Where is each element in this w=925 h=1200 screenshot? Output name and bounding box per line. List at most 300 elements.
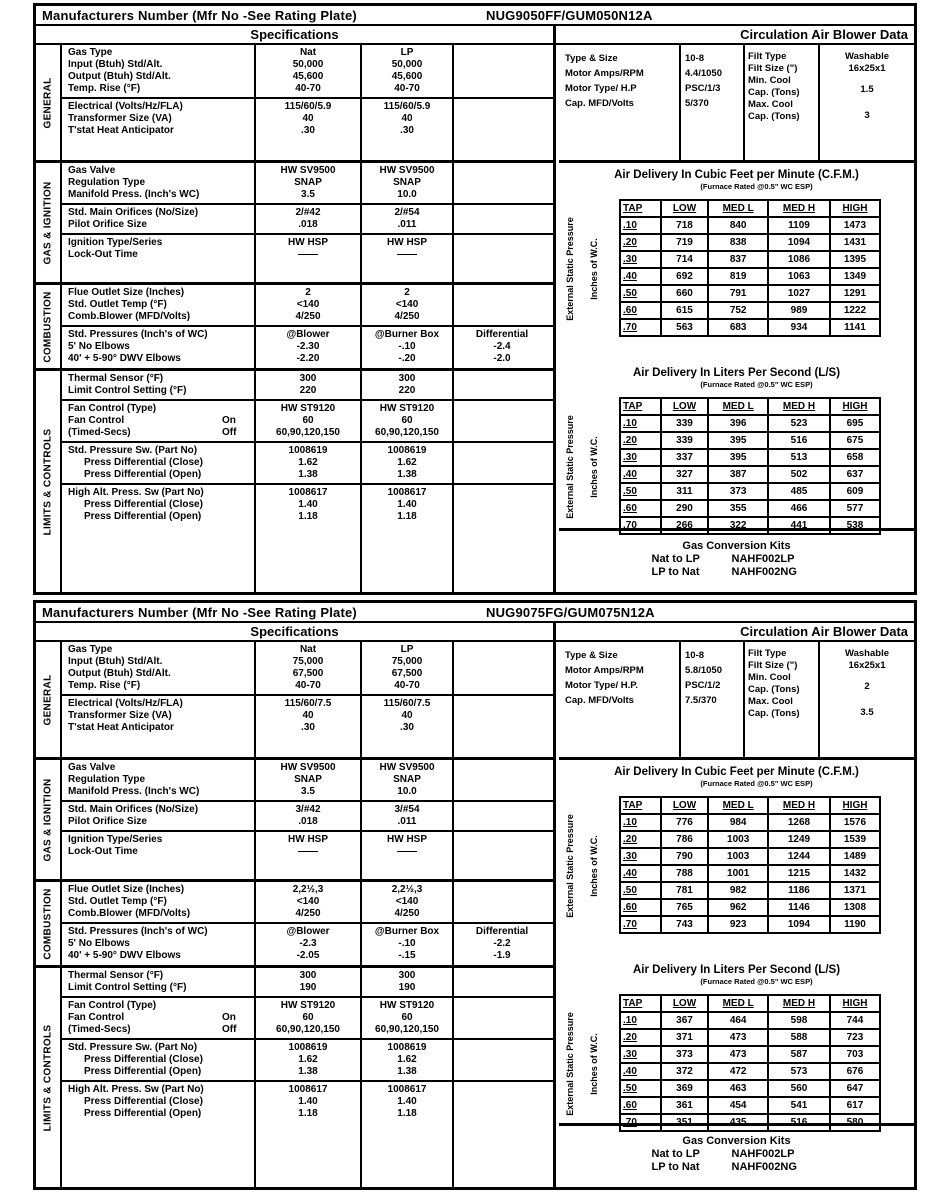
table-cell: 723 [830,1029,880,1046]
spec-label: T'stat Heat Anticipator [68,125,174,136]
blower-value: 5.8/1050 [685,665,722,676]
spec-label: Limit Control Setting (°F) [68,982,187,993]
spec-row [62,113,553,125]
table-cell: 387 [708,466,768,483]
filter-label: Cap. (Tons) [748,708,800,719]
spec-value-col1: -2.20 [296,353,320,364]
spec-value-col1: 4/250 [295,311,321,322]
spec-value-col1: 1.62 [298,457,318,468]
spec-value-col2: —— [397,846,417,857]
table-cell: .50 [620,882,661,899]
spec-value-col1: 50,000 [292,59,324,70]
axis-label-text: Inches of W.C. [589,834,599,897]
table-cell: 718 [661,217,708,234]
spec-label: 5' No Elbows [68,938,130,949]
spec-value-col1: 60,90,120,150 [276,1024,340,1035]
table-row [620,217,880,234]
spec-value-col2: 1.62 [397,1054,417,1065]
blower-label: Motor Amps/RPM [565,68,644,79]
cfm-table [619,199,881,337]
kit-part-number: NAHF002NG [731,566,797,578]
spec-group [62,443,553,485]
table-cell: .50 [620,483,661,500]
kit-row [559,553,914,566]
spec-row [62,83,553,95]
filter-value: 2 [864,681,870,692]
table-cell: 322 [708,517,768,534]
spec-value-col1: 60 [302,415,314,426]
spec-value-col2: 1.40 [397,1096,417,1107]
ls-title: Air Delivery In Liters Per Second (L/S) [632,964,841,976]
column-header: TAP [620,797,661,814]
kits-title: Gas Conversion Kits [682,1135,791,1147]
spec-row [62,950,553,962]
spec-label: Regulation Type [68,177,146,188]
axis-label [587,389,601,544]
spec-row [62,1012,553,1024]
spec-value-col1: HW HSP [288,834,328,845]
spec-value-col2: .011 [397,816,417,827]
spec-group [62,401,553,443]
spec-value-col1: Nat [299,644,317,655]
spec-value-col3: -1.9 [493,950,511,961]
spec-label: Std. Pressures (Inch's of WC) [68,926,208,937]
spec-row [62,445,553,457]
table-cell: 647 [830,1080,880,1097]
table-cell: 1432 [830,865,880,882]
table-cell: 1431 [830,234,880,251]
column-header: MED H [768,995,830,1012]
spec-sections [36,642,553,1187]
spec-row [62,177,553,189]
spec-section-general [36,642,553,760]
spec-label: Press Differential (Close) [84,1096,203,1107]
spec-label: Std. Outlet Temp (°F) [68,299,167,310]
spec-value-col1: 60,90,120,150 [276,427,340,438]
table-cell: 516 [768,1114,830,1131]
table-cell: .50 [620,1080,661,1097]
filter-value: 3 [864,110,870,121]
spec-row [62,896,553,908]
spec-group [62,99,553,160]
column-header: MED L [708,797,768,814]
spec-value-col2: HW SV9500 [379,762,435,773]
table-cell: 463 [708,1080,768,1097]
table-cell: 1086 [768,251,830,268]
spec-value-col1: HW ST9120 [280,1000,336,1011]
blower-label: Type & Size [565,650,618,661]
spec-value-col1: 190 [299,982,317,993]
column-header: TAP [620,995,661,1012]
spec-value-col1: SNAP [294,177,322,188]
table-cell: 373 [708,483,768,500]
table-row [620,916,880,933]
spec-value-col2: 115/60/7.5 [383,698,431,709]
axis-label [587,788,601,943]
spec-label: Comb.Blower (MFD/Volts) [68,311,191,322]
ls-table [619,397,881,535]
ls-subtitle: (Furnace Rated @0.5" WC ESP) [700,380,813,389]
table-cell: 339 [661,415,708,432]
spec-value-col1: 1.18 [298,511,318,522]
table-cell: 837 [708,251,768,268]
spec-value-col1: 40-70 [295,680,321,691]
spec-value-col1: SNAP [294,774,322,785]
filter-value: 16x25x1 [848,63,886,74]
blower-value: 10-8 [685,53,705,64]
column-header: MED L [708,200,768,217]
spec-value-col2: 1.18 [397,1108,417,1119]
section-groups [62,45,553,160]
column-header: MED L [708,398,768,415]
fan-on-off-label: On [222,1012,236,1023]
filter-label: Max. Cool [748,696,793,707]
spec-value-col2: LP [400,47,414,58]
spec-section-combustion [36,285,553,371]
axis-label-text: External Static Pressure [565,216,575,321]
filter-labels [745,45,820,160]
spec-group [62,371,553,401]
table-cell: 541 [768,1097,830,1114]
spec-value-col2: 220 [398,385,416,396]
table-cell: 266 [661,517,708,534]
table-row [620,882,880,899]
table-cell: .70 [620,517,661,534]
spec-value-col3: -2.0 [493,353,511,364]
filter-value: 16x25x1 [848,660,886,671]
table-cell: 598 [768,1012,830,1029]
spec-value-col2: .30 [400,722,414,733]
section-label [36,642,62,757]
spec-value-col2: 3/#54 [394,804,420,815]
table-cell: 441 [768,517,830,534]
kit-label: LP to Nat [651,1161,700,1173]
spec-group [62,882,553,924]
axis-label [563,986,577,1141]
spec-value-col1: 4/250 [295,908,321,919]
spec-label: Thermal Sensor (°F) [68,970,164,981]
fan-on-off-label: Off [222,1024,237,1035]
table-cell: 373 [661,1046,708,1063]
table-row [620,1097,880,1114]
spec-label: Fan Control (Type) [68,1000,157,1011]
table-row [620,234,880,251]
spec-value-col2: 2,2½,3 [391,884,423,895]
spec-value-col2: 40 [401,113,413,124]
ls-delivery [559,366,914,549]
kits-title: Gas Conversion Kits [682,540,791,552]
spec-row [62,786,553,798]
spec-row [62,982,553,994]
spec-value-col2: 4/250 [394,311,420,322]
column-header: HIGH [830,200,880,217]
ls-delivery [559,963,914,1146]
spec-label: Std. Pressures (Inch's of WC) [68,329,208,340]
spec-value-col1: 1.40 [298,499,318,510]
kit-part-number: NAHF002NG [731,1161,797,1173]
section-label [36,371,62,592]
blower-value: 7.5/370 [685,695,717,706]
table-cell: 290 [661,500,708,517]
table-cell: 502 [768,466,830,483]
table-cell: 609 [830,483,880,500]
spec-group [62,1082,553,1187]
spec-value-col2: -.20 [398,353,416,364]
spec-value-col2: SNAP [393,177,421,188]
spec-label: Gas Type [68,644,113,655]
ls-title: Air Delivery In Liters Per Second (L/S) [632,367,841,379]
column-header: HIGH [830,797,880,814]
spec-section-gas-ignition [36,163,553,285]
spec-value-col1: Nat [299,47,317,58]
spec-label: Limit Control Setting (°F) [68,385,187,396]
table-cell: .50 [620,285,661,302]
spec-label: Electrical (Volts/Hz/FLA) [68,101,183,112]
spec-label: Gas Valve [68,165,116,176]
section-label [36,760,62,879]
table-cell: 683 [708,319,768,336]
table-cell: 984 [708,814,768,831]
section-label [36,285,62,368]
table-cell: 351 [661,1114,708,1131]
column-header: MED H [768,398,830,415]
table-cell: 396 [708,415,768,432]
blower-label: Cap. MFD/Volts [565,98,634,109]
spec-label: Transformer Size (VA) [68,113,172,124]
table-cell: 311 [661,483,708,500]
spec-row [62,804,553,816]
spec-row [62,656,553,668]
section-groups [62,642,553,757]
blower-value: 4.4/1050 [685,68,722,79]
table-cell: 355 [708,500,768,517]
spec-value-col2: 1008617 [387,487,427,498]
spec-value-col2: 300 [398,373,416,384]
spec-label: Flue Outlet Size (Inches) [68,884,185,895]
table-header-row [620,797,880,814]
spec-value-col2: 1.38 [397,469,417,480]
blower-label: Motor Amps/RPM [565,665,644,676]
spec-label: Pilot Orifice Size [68,219,147,230]
table-cell: 473 [708,1029,768,1046]
filter-labels [745,642,820,757]
spec-label: Output (Btuh) Std/Alt. [68,71,171,82]
spec-label: Std. Main Orifices (No/Size) [68,207,199,218]
spec-value-col2: 50,000 [391,59,423,70]
blower-spec-labels [559,642,681,757]
table-cell: 790 [661,848,708,865]
table-cell: 466 [768,500,830,517]
blower-label: Cap. MFD/Volts [565,695,634,706]
spec-value-col1: 3/#42 [295,804,321,815]
spec-value-col1: <140 [296,896,320,907]
spec-row [62,1066,553,1078]
spec-value-col1: 1.18 [298,1108,318,1119]
spec-row [62,680,553,692]
spec-value-col2: 40-70 [394,83,420,94]
table-cell: 372 [661,1063,708,1080]
spec-label: 40' + 5-90° DWV Elbows [68,353,181,364]
model-number: NUG9075FG/GUM075N12A [486,604,655,620]
spec-row [62,499,553,511]
spec-row [62,487,553,499]
spec-value-col2: LP [400,644,414,655]
table-row [620,466,880,483]
blower-value: 5/370 [685,98,709,109]
table-cell: .10 [620,217,661,234]
section-groups [62,285,553,368]
spec-row [62,403,553,415]
section-groups [62,163,553,282]
spec-group [62,45,553,99]
gas-conversion-kits [559,528,914,592]
table-cell: .70 [620,319,661,336]
spec-row [62,1042,553,1054]
spec-value-col1: 1008619 [288,1042,328,1053]
table-cell: 361 [661,1097,708,1114]
table-row [620,251,880,268]
table-cell: 675 [830,432,880,449]
spec-value-col2: -.15 [398,950,416,961]
table-cell: 327 [661,466,708,483]
spec-row [62,287,553,299]
axis-label-text: External Static Pressure [565,1011,575,1116]
manufacturer-number-row [36,6,914,26]
spec-value-col1: 2 [305,287,311,298]
spec-row [62,644,553,656]
table-cell: 838 [708,234,768,251]
spec-value-col1: @Blower [286,926,330,937]
cfm-title: Air Delivery In Cubic Feet per Minute (C.F.M.) [614,766,859,778]
spec-row [62,908,553,920]
cfm-subtitle: (Furnace Rated @0.5" WC ESP) [700,779,813,788]
table-cell: 786 [661,831,708,848]
spec-value-col2: 4/250 [394,908,420,919]
table-row [620,432,880,449]
kit-label: LP to Nat [651,566,700,578]
spec-value-col1: 60 [302,1012,314,1023]
spec-value-col1: .30 [301,125,315,136]
table-cell: 934 [768,319,830,336]
blower-data-title: Circulation Air Blower Data [36,26,914,45]
spec-sheet-2 [33,600,917,1190]
cfm-delivery [559,765,914,948]
spec-row [62,329,553,341]
table-cell: 1371 [830,882,880,899]
ls-table [619,994,881,1132]
spec-section-general [36,45,553,163]
spec-group [62,832,553,879]
table-cell: 1186 [768,882,830,899]
spec-value-col1: —— [298,846,318,857]
table-cell: 573 [768,1063,830,1080]
spec-label: 5' No Elbows [68,341,130,352]
spec-value-col1: 3.5 [301,786,315,797]
spec-value-col1: 1.38 [298,1066,318,1077]
table-row [620,319,880,336]
section-label [36,968,62,1187]
spec-label: High Alt. Press. Sw (Part No) [68,1084,204,1095]
table-cell: 658 [830,449,880,466]
spec-value-col1: @Blower [286,329,330,340]
axis-label-text: External Static Pressure [565,813,575,918]
cfm-delivery [559,168,914,351]
ls-table-wrap [559,986,914,1146]
spec-group [62,696,553,757]
spec-row [62,457,553,469]
filter-values [820,45,914,160]
column-header: LOW [661,797,708,814]
table-row [620,865,880,882]
table-row [620,302,880,319]
kit-row [559,1148,914,1161]
spec-value-col2: 1.18 [397,511,417,522]
spec-row [62,47,553,59]
table-row [620,1029,880,1046]
table-cell: .10 [620,1012,661,1029]
spec-row [62,668,553,680]
gas-conversion-kits [559,1123,914,1187]
blower-value: PSC/1/3 [685,83,721,94]
table-cell: 1308 [830,899,880,916]
section-label-text: GAS & IGNITION [42,777,54,862]
table-row [620,899,880,916]
spec-label: Temp. Rise (°F) [68,680,141,691]
table-cell: 1489 [830,848,880,865]
spec-value-col2: 75,000 [391,656,423,667]
table-cell: 637 [830,466,880,483]
column-header: LOW [661,995,708,1012]
spec-row [62,762,553,774]
section-label-text: GENERAL [42,674,54,725]
table-cell: 695 [830,415,880,432]
spec-label: Fan Control [68,415,125,426]
cfm-subtitle: (Furnace Rated @0.5" WC ESP) [700,182,813,191]
ls-table-wrap [559,389,914,549]
table-cell: 523 [768,415,830,432]
table-cell: 485 [768,483,830,500]
manufacturer-number-label: Manufacturers Number (Mfr No -See Rating Plate) [42,604,357,620]
spec-row [62,415,553,427]
blower-panel [559,623,914,1187]
spec-value-col2: 60 [401,1012,413,1023]
table-cell: .40 [620,865,661,882]
section-label-text: GENERAL [42,77,54,128]
filter-label: Filt Type [748,51,787,62]
spec-label: High Alt. Press. Sw (Part No) [68,487,204,498]
table-cell: 371 [661,1029,708,1046]
specifications-title: Specifications [36,623,553,642]
spec-label: Temp. Rise (°F) [68,83,141,94]
axis-label-text: Inches of W.C. [589,237,599,300]
spec-row [62,834,553,846]
spec-label: Manifold Press. (Inch's WC) [68,786,200,797]
table-cell: .10 [620,415,661,432]
cfm-table-wrap [559,191,914,351]
table-cell: .20 [620,432,661,449]
spec-value-col1: 75,000 [292,656,324,667]
column-header: HIGH [830,398,880,415]
spec-value-col2: 2/#54 [394,207,420,218]
spec-value-col1: 40-70 [295,83,321,94]
table-row [620,848,880,865]
spec-label: Gas Type [68,47,113,58]
section-label-text: LIMITS & CONTROLS [42,428,54,535]
spec-value-col3: Differential [475,926,529,937]
spec-section-combustion [36,882,553,968]
column-header: MED H [768,200,830,217]
spec-group [62,924,553,965]
